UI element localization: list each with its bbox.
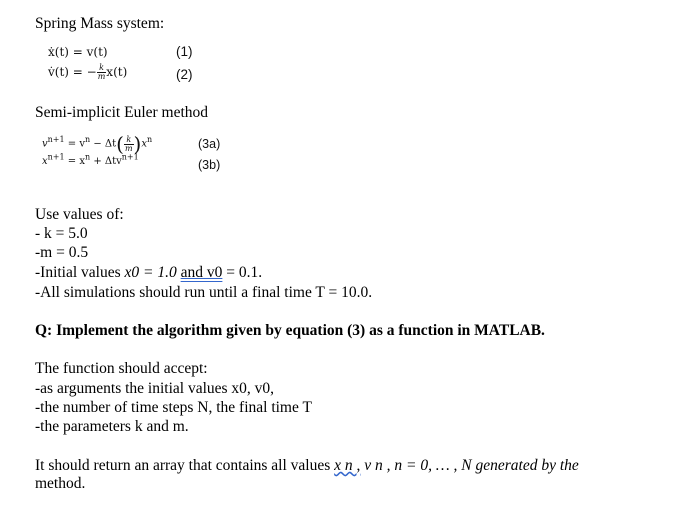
eq3a-lhs-sup: n+1 — [47, 135, 65, 145]
eq3a-numerator: k — [124, 136, 134, 145]
left-paren: ( — [116, 132, 124, 156]
eq3a-mid: = v — [64, 138, 85, 150]
equation-1: ẋ(t) = v(t) — [48, 45, 108, 59]
initial-prefix: -Initial values — [35, 264, 125, 281]
m-value: -m = 0.5 — [35, 244, 89, 261]
function-intro: The function should accept: — [35, 360, 208, 377]
equation-3b — [42, 152, 139, 167]
final-time: -All simulations should run until a final time T = 10.0. — [35, 284, 373, 301]
question-text: Q: Implement the algorithm given by equation (3) as a function in MATLAB. — [35, 322, 545, 339]
equation-2 — [48, 64, 127, 81]
k-over-m-fraction — [97, 64, 107, 81]
equation-3a-label: (3a) — [198, 137, 221, 151]
return-comma: , — [356, 457, 361, 474]
question — [35, 321, 545, 340]
initial-x0: x0 = 1.0 — [124, 264, 181, 281]
eq3b-mid: = x — [64, 156, 85, 167]
initial-and-v0: and v0 — [180, 264, 223, 281]
eq3a-tail-var: x — [141, 138, 147, 150]
return-xn: x n — [334, 457, 357, 474]
eq3b-tail-sup: n+1 — [121, 152, 139, 162]
equation-3a — [42, 134, 152, 154]
fraction-denominator: m — [97, 72, 106, 81]
function-arg-2: -the number of time steps N, the final time T — [35, 399, 312, 416]
return-rest: v n , n = 0, … , N generated by the — [360, 457, 579, 474]
euler-method-heading: Semi-implicit Euler method — [35, 104, 209, 121]
initial-suffix: = 0.1. — [222, 264, 263, 281]
return-spec-line-1 — [35, 456, 579, 475]
initial-values — [35, 263, 262, 282]
return-spec-line-2: method. — [35, 475, 86, 492]
right-paren: ) — [133, 132, 142, 156]
eq3b-mid-sup: n — [84, 152, 91, 162]
eq3a-tail-sup: n — [147, 135, 153, 145]
equation-2-label: (2) — [176, 67, 193, 82]
eq3b-lhs-sup: n+1 — [47, 152, 65, 162]
spring-mass-heading: Spring Mass system: — [35, 15, 165, 32]
values-intro: Use values of: — [35, 206, 124, 223]
equation-2-lhs: v̇(t) = − — [48, 65, 97, 79]
equation-3b-label: (3b) — [198, 158, 221, 172]
eq3a-mid-sup: n — [85, 135, 91, 145]
return-prefix: It should return an array that contains all values — [35, 457, 335, 474]
eq3b-lhs-var: x — [42, 156, 48, 167]
k-value: - k = 5.0 — [35, 225, 88, 242]
fraction-numerator: k — [97, 64, 107, 73]
function-arg-3: -the parameters k and m. — [35, 418, 189, 435]
eq3a-fraction — [124, 136, 134, 153]
eq3b-plus: + Δtv — [90, 156, 122, 167]
eq3a-denominator: m — [124, 143, 133, 153]
equation-1-label: (1) — [176, 44, 193, 59]
equation-2-rhs: x(t) — [106, 65, 128, 79]
eq3a-minus: − Δt — [90, 138, 117, 150]
eq3a-lhs-var: v — [42, 138, 48, 150]
function-arg-1: -as arguments the initial values x0, v0, — [35, 380, 275, 397]
